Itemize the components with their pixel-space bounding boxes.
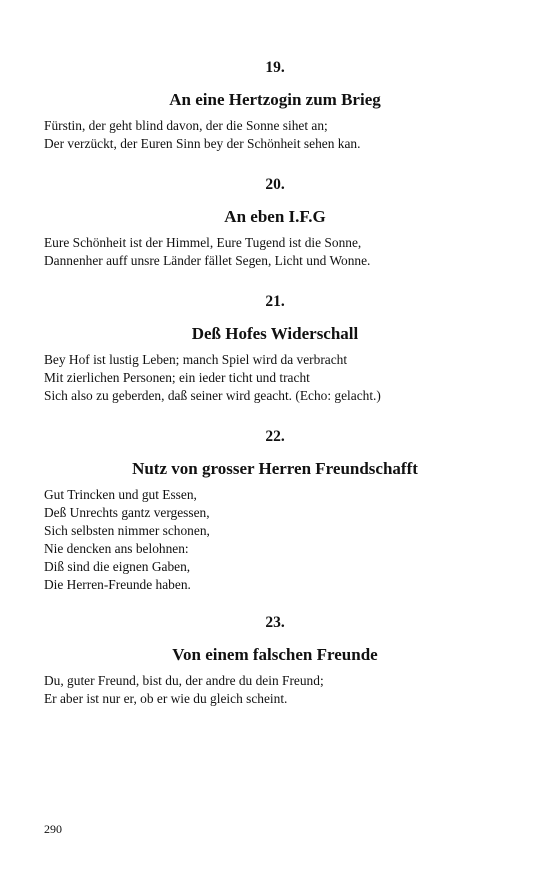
poem-lines <box>44 117 506 153</box>
poem-line: Dannenher auff unsre Länder fället Segen, Licht und Wonne. <box>44 253 371 268</box>
poem-line: Du, guter Freund, bist du, der andre du dein Freund; <box>44 673 324 688</box>
poem-number: 20. <box>265 176 285 193</box>
poem-line: Nie dencken ans belohnen: <box>44 541 189 556</box>
poem-lines <box>44 351 506 405</box>
poem-number: 23. <box>265 614 285 631</box>
poem-line: Sich selbsten nimmer schonen, <box>44 523 210 538</box>
poem-number: 19. <box>265 59 285 76</box>
document-page <box>44 0 506 880</box>
poem-19 <box>44 59 506 153</box>
poem-line: Gut Trincken und gut Essen, <box>44 487 197 502</box>
poem-lines <box>44 486 506 594</box>
poem-line: Der verzückt, der Euren Sinn bey der Schönheit sehen kan. <box>44 136 361 151</box>
poem-line: Mit zierlichen Personen; ein ieder ticht und tracht <box>44 370 310 385</box>
poem-line: Eure Schönheit ist der Himmel, Eure Tugend ist die Sonne, <box>44 235 362 250</box>
poem-title: Nutz von grosser Herren Freundschafft <box>132 459 418 478</box>
poem-line: Diß sind die eignen Gaben, <box>44 559 191 574</box>
poem-line: Deß Unrechts gantz vergessen, <box>44 505 210 520</box>
poem-21 <box>44 293 506 405</box>
poem-number: 21. <box>265 293 285 310</box>
poem-line: Er aber ist nur er, ob er wie du gleich scheint. <box>44 691 288 706</box>
poem-title: Von einem falschen Freunde <box>172 645 378 664</box>
poem-title: An eben I.F.G <box>224 207 326 226</box>
poem-number: 22. <box>265 428 285 445</box>
poem-lines <box>44 672 506 708</box>
poem-title: Deß Hofes Widerschall <box>191 324 359 343</box>
poem-line: Fürstin, der geht blind davon, der die Sonne sihet an; <box>44 118 328 133</box>
poem-line: Bey Hof ist lustig Leben; manch Spiel wird da verbracht <box>44 352 348 367</box>
page-number: 290 <box>44 822 62 836</box>
poem-line: Sich also zu geberden, daß seiner wird geacht. (Echo: gelacht.) <box>44 388 381 403</box>
poem-23 <box>44 614 506 708</box>
poem-20 <box>44 176 506 270</box>
poem-line: Die Herren-Freunde haben. <box>44 577 191 592</box>
poem-title: An eine Hertzogin zum Brieg <box>169 90 381 109</box>
poem-lines <box>44 234 506 270</box>
poem-22 <box>44 428 506 594</box>
